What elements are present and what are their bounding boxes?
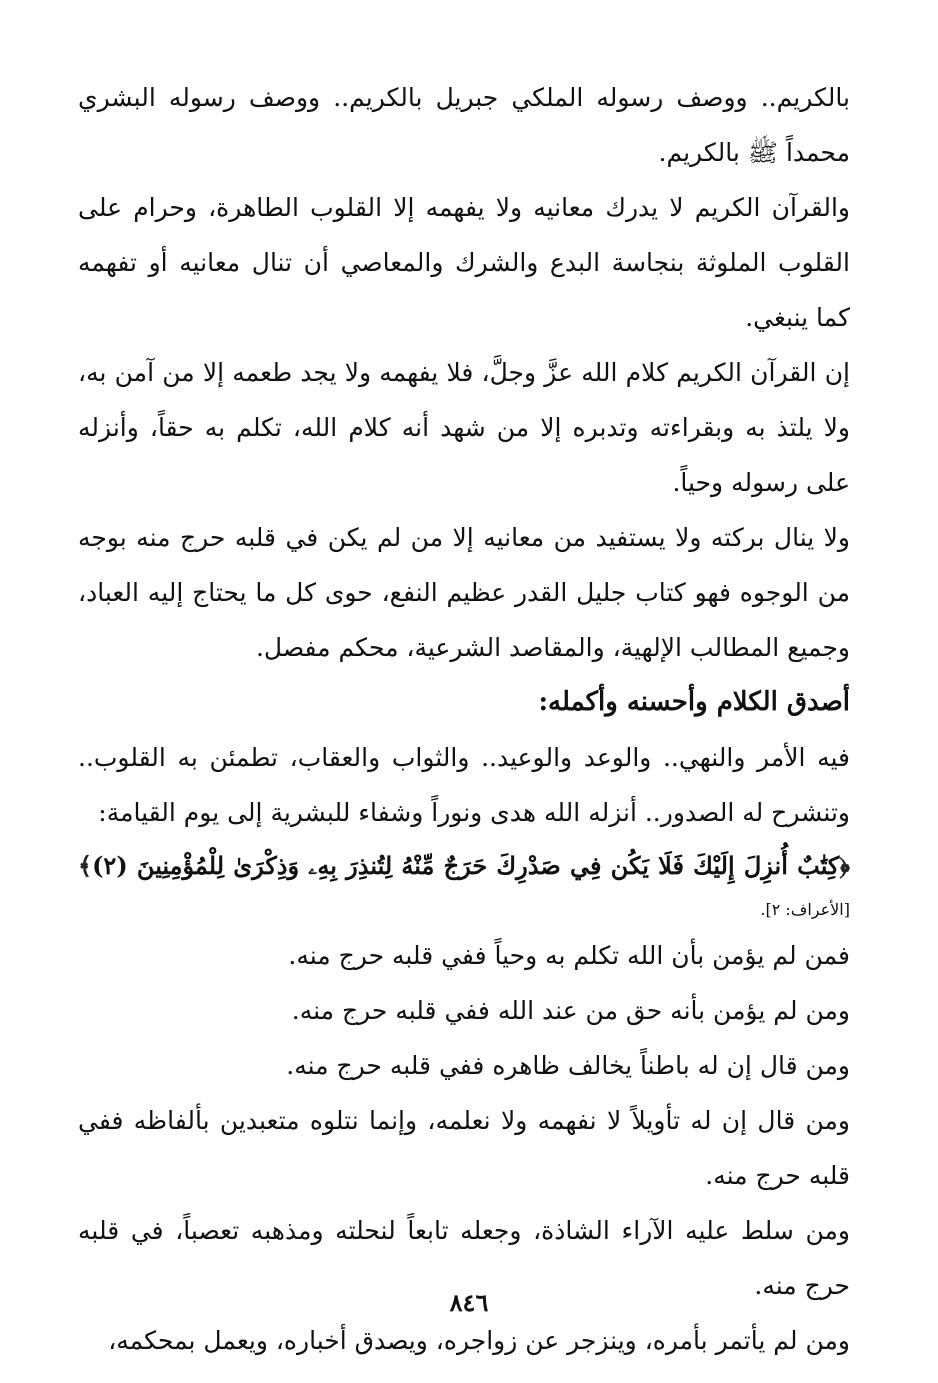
paragraph-8: ومن لم يأتمر بأمره، وينزجر عن زواجره، ويصدق أخباره، ويعمل بمحكمه، bbox=[108, 1326, 850, 1355]
section-heading: أصدق الكلام وأحسنه وأكمله: bbox=[538, 687, 850, 717]
verse-reference: [الأعراف: ٢]. bbox=[760, 900, 850, 919]
page-number: ٨٤٦ bbox=[449, 1288, 489, 1317]
paragraph-2: والقرآن الكريم لا يدرك معانيه ولا يفهمه إلا القلوب الطاهرة، وحرام على القلوب الملوثة بنجاسة البدع والشرك والمعاصي أن تنال معانيه أو تفهمه كما ينبغي. bbox=[78, 193, 850, 332]
paragraph-1: بالكريم.. ووصف رسوله الملكي جبريل بالكريم.. ووصف رسوله البشري محمداً ﷺ بالكريم. bbox=[78, 83, 850, 167]
verse-close-bracket: ﴾ bbox=[78, 851, 93, 880]
paragraph-5: فيه الأمر والنهي.. والوعد والوعيد.. والثواب والعقاب، تطمئن به القلوب.. وتنشرح له الصدور.. أنزله الله هدى ونوراً وشفاء للبشرية إلى يوم القيامة: bbox=[78, 743, 850, 827]
quran-verse bbox=[78, 840, 850, 892]
paragraph-7: ومن سلط عليه الآراء الشاذة، وجعله تابعاً لنحلته ومذهبه تعصباً، في قلبه حرج منه. bbox=[78, 1216, 850, 1300]
paragraph-4: ولا ينال بركته ولا يستفيد من معانيه إلا من لم يكن في قلبه حرج منه بوجه من الوجوه فهو كتاب جليل القدر عظيم النفع، حوى كل ما يحتاج إليه العباد، وجميع المطالب الإلهية، والمقاصد الشرعية، محكم مفصل. bbox=[78, 523, 850, 662]
page-body bbox=[78, 70, 850, 1368]
list-item: فمن لم يؤمن بأن الله تكلم به وحياً ففي قلبه حرج منه. bbox=[288, 941, 850, 970]
paragraph-3: إن القرآن الكريم كلام الله عزَّ وجلَّ، فلا يفهمه ولا يجد طعمه إلا من آمن به، ولا يلتذ به وبقراءته وتدبره إلا من شهد أنه كلام الله، تكلم به حقاً، وأنزله على رسوله وحياً. bbox=[78, 358, 850, 497]
verse-number: (٢) bbox=[92, 851, 128, 880]
verse-text: كِتَٰبٌ أُنزِلَ إِلَيْكَ فَلَا يَكُن فِي صَدْرِكَ حَرَجٌ مِّنْهُ لِتُنذِرَ بِهِۦ وَذِكْرَىٰ لِلْمُؤْمِنِينَ bbox=[136, 851, 840, 880]
paragraph-6: ومن قال إن له تأويلاً لا نفهمه ولا نعلمه، وإنما نتلوه متعبدين بألفاظه ففي قلبه حرج منه. bbox=[78, 1106, 850, 1190]
verse-open-bracket: ﴿ bbox=[839, 851, 850, 880]
list-item: ومن قال إن له باطناً يخالف ظاهره ففي قلبه حرج منه. bbox=[286, 1051, 850, 1080]
list-item: ومن لم يؤمن بأنه حق من عند الله ففي قلبه حرج منه. bbox=[291, 996, 850, 1025]
